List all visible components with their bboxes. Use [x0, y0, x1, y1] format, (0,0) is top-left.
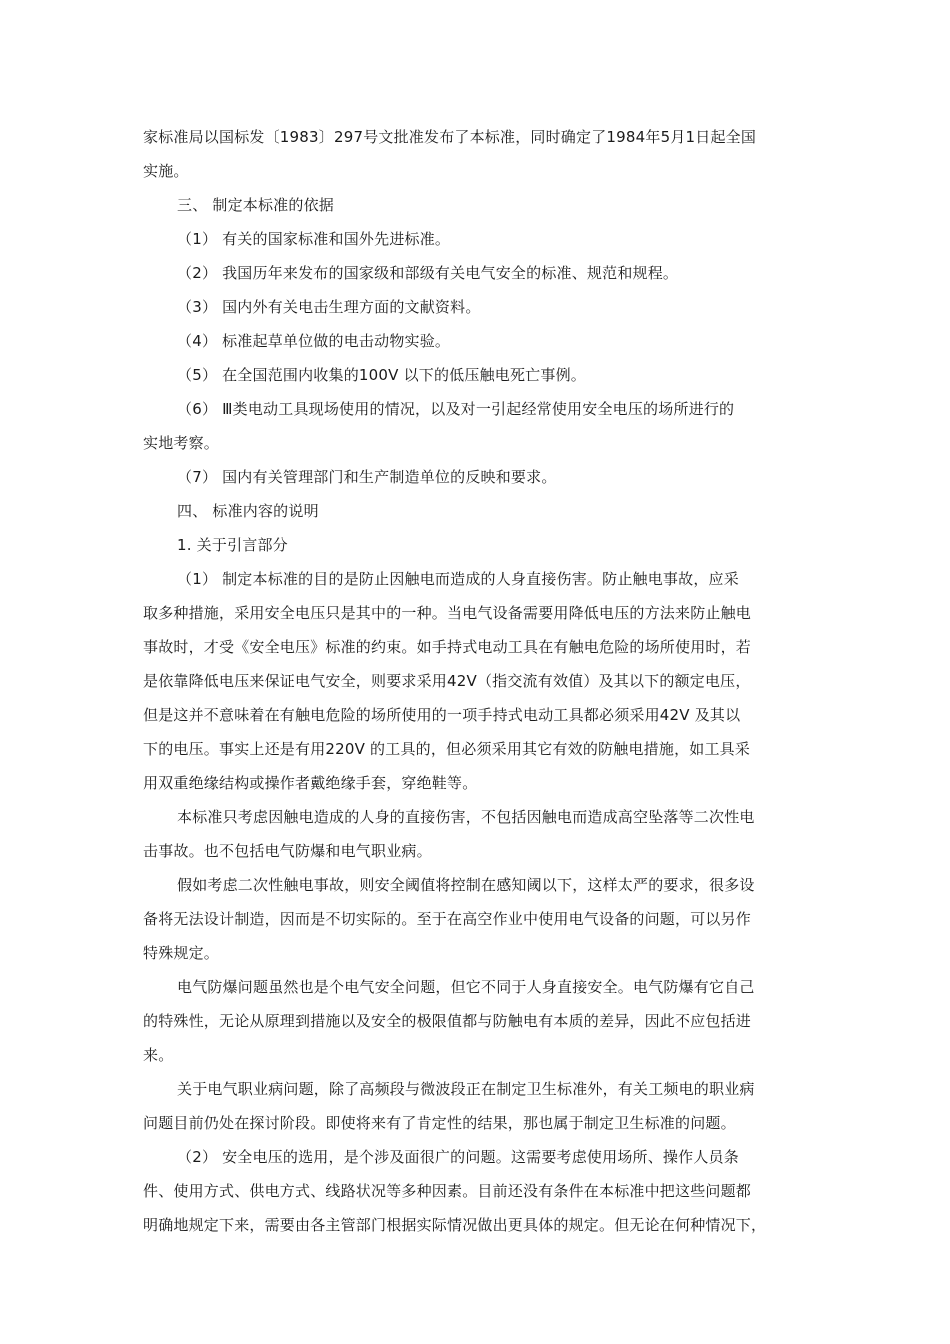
section-heading: 四、 标准内容的说明 — [177, 502, 319, 520]
paragraph-line: 的特殊性，无论从原理到措施以及安全的极限值都与防触电有本质的差异，因此不应包括进 — [143, 1012, 752, 1030]
section-heading: 三、 制定本标准的依据 — [177, 196, 334, 214]
list-item: （6） Ⅲ类电动工具现场使用的情况，以及对一引起经常使用安全电压的场所进行的 — [177, 400, 735, 418]
paragraph-line: 备将无法设计制造，因而是不切实际的。至于在高空作业中使用电气设备的问题，可以另作 — [143, 910, 752, 928]
text-line: 实地考察。 — [143, 434, 220, 452]
list-item: （7） 国内有关管理部门和生产制造单位的反映和要求。 — [177, 468, 557, 486]
paragraph-line: 本标准只考虑因触电造成的人身的直接伤害，不包括因触电而造成高空坠落等二次性电 — [177, 808, 755, 826]
list-item: （2） 我国历年来发布的国家级和部级有关电气安全的标准、规范和规程。 — [177, 264, 679, 282]
list-item: （5） 在全国范围内收集的100V 以下的低压触电死亡事例。 — [177, 366, 586, 384]
paragraph-line: 是依靠降低电压来保证电气安全，则要求采用42V（指交流有效值）及其以下的额定电压， — [143, 672, 751, 690]
paragraph-line: 用双重绝缘结构或操作者戴绝缘手套，穿绝鞋等。 — [143, 774, 478, 792]
paragraph-line: 下的电压。事实上还是有用220V 的工具的，但必须采用其它有效的防触电措施，如工具采 — [143, 740, 751, 758]
paragraph-line: 假如考虑二次性触电事故，则安全阈值将控制在感知阈以下，这样太严的要求，很多设 — [177, 876, 755, 894]
text-line: 实施。 — [143, 162, 189, 180]
paragraph-line: 电气防爆问题虽然也是个电气安全问题，但它不同于人身直接安全。电气防爆有它自己 — [177, 978, 755, 996]
paragraph-line: 击事故。也不包括电气防爆和电气职业病。 — [143, 842, 432, 860]
paragraph-line: （1） 制定本标准的目的是防止因触电而造成的人身直接伤害。防止触电事故，应采 — [177, 570, 739, 588]
list-item: （1） 有关的国家标准和国外先进标准。 — [177, 230, 451, 248]
paragraph-line: 事故时，才受《安全电压》标准的约束。如手持式电动工具在有触电危险的场所使用时，若 — [143, 638, 752, 656]
paragraph-line: 件、使用方式、供电方式、线路状况等多种因素。目前还没有条件在本标准中把这些问题都 — [143, 1182, 752, 1200]
text-line: 家标准局以国标发〔1983〕297号文批准发布了本标准，同时确定了1984年5月1日起全国 — [143, 128, 757, 146]
list-item: （4） 标准起草单位做的电击动物实验。 — [177, 332, 451, 350]
paragraph-line: 特殊规定。 — [143, 944, 220, 962]
list-item: （3） 国内外有关电击生理方面的文献资料。 — [177, 298, 481, 316]
paragraph-line: （2） 安全电压的选用，是个涉及面很广的问题。这需要考虑使用场所、操作人员条 — [177, 1148, 739, 1166]
paragraph-line: 但是这并不意味着在有触电危险的场所使用的一项手持式电动工具都必须采用42V 及其以 — [143, 706, 741, 724]
paragraph-line: 明确地规定下来，需要由各主管部门根据实际情况做出更具体的规定。但无论在何种情况下， — [143, 1216, 767, 1234]
paragraph-line: 问题目前仍处在探讨阶段。即使将来有了肯定性的结果，那也属于制定卫生标准的问题。 — [143, 1114, 736, 1132]
paragraph-line: 来。 — [143, 1046, 174, 1064]
paragraph-line: 关于电气职业病问题，除了高频段与微波段正在制定卫生标准外，有关工频电的职业病 — [177, 1080, 755, 1098]
paragraph-line: 取多种措施，采用安全电压只是其中的一种。当电气设备需要用降低电压的方法来防止触电 — [143, 604, 752, 622]
subsection-heading: 1. 关于引言部分 — [177, 536, 288, 554]
